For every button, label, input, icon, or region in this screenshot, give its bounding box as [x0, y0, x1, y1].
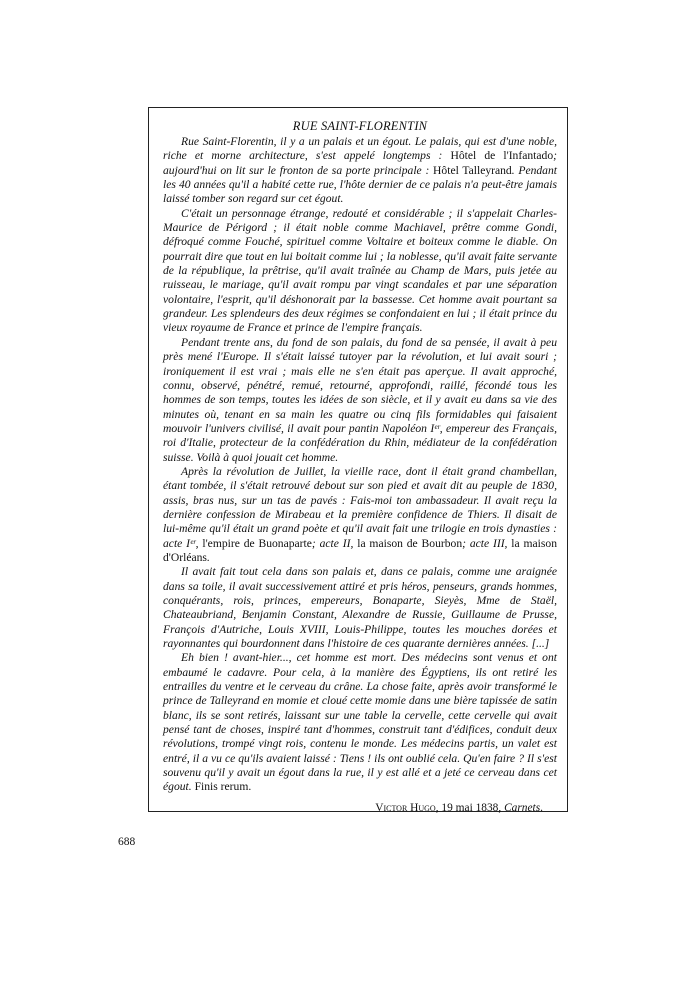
signature: Victor Hugo, 19 mai 1838, Carnets.	[375, 801, 543, 814]
paragraph: Rue Saint-Florentin, il y a un palais et un égout. Le palais, qui est d'une noble, riche et morne architecture, s'est appelé longtemps : Hôtel de l'Infantado; aujourd'hui on lit sur le fronton de sa porte principale : Hôtel Talleyrand. Pendant les 40 années qu'il a habité cette rue, l'hôte dernier de ce palais n'a peut-être jamais laissé tomber son regard sur cet égout.	[163, 135, 558, 206]
paragraph: Pendant trente ans, du fond de son palais, du fond de sa pensée, il avait à peu près mené l'Europe. Il s'était laissé tutoyer par la révolution, et lui avait souri ; ironiquement il est vrai ; mais elle ne s'en était pas aperçue. Il avait approché, connu, observé, pénétré, remué, retourné, approfondi, raillé, fécondé tous les hommes de son temps, toutes les idées de son siècle, et il y avait eu dans sa vie des minutes où, tenant en sa main les quatre ou cinq fils formidables qui faisaient mouvoir l'univers civilisé, il avait pour pantin Napoléon Iᵉʳ, empereur des Français, roi d'Italie, protecteur de la confédération du Rhin, médiateur de la confédération suisse. Voilà à quoi jouait cet homme.	[163, 335, 557, 464]
signature-author: Victor Hugo	[375, 801, 436, 814]
document-title: RUE SAINT-FLORENTIN	[292, 119, 428, 133]
page-number: 688	[118, 836, 136, 848]
paragraph: Eh bien ! avant-hier..., cet homme est mort. Des médecins sont venus et ont embaumé le cadavre. Pour cela, à la manière des Égyptiens, ils ont retiré les entrailles du ventre et le cerveau du crâne. La chose faite, après avoir transformé le prince de Talleyrand en momie et cloué cette momie dans une bière tapissée de satin blanc, ils se sont retirés, laissant sur une table la cervelle, cette cervelle qui avait pensé tant de choses, inspiré tant d'hommes, construit tant d'édifices, conduit deux révolutions, trompé vingt rois, contenu le monde. Les médecins partis, un valet est entré, il a vu ce qu'ils avaient laissé : Tiens ! ils ont oublié cela. Qu'en faire ? Il s'est souvenu qu'il y avait un égout dans la rue, il y est allé et a jeté ce cerveau dans cet égout. Finis rerum.	[163, 651, 557, 794]
paragraph: Après la révolution de Juillet, la vieille race, dont il était grand chambellan, étant tombée, il s'était retrouvé debout sur son pied et avait dit au peuple de 1830, assis, bras nus, sur un tas de pavés : Fais-moi ton ambassadeur. Il avait reçu la dernière confession de Mirabeau et la première confidence de Thiers. Il disait de lui-même qu'il était un grand poète et qu'il avait fait une trilogie en trois dynasties : acte Iᵉʳ, l'empire de Buonaparte; acte II, la maison de Bourbon; acte III, la maison d'Orléans.	[163, 464, 557, 564]
signature-work: Carnets	[504, 801, 541, 814]
text-frame	[148, 107, 568, 812]
paragraph: Il avait fait tout cela dans son palais et, dans ce palais, comme une araignée dans sa toile, il avait successivement attiré et pris héros, penseurs, grands hommes, conquérants, rois, princes, empereurs, Bonaparte, Sieyès, Mme de Staël, Chateaubriand, Benjamin Constant, Alexandre de Russie, Guillaume de Prusse, François d'Autriche, Louis XVIII, Louis-Philippe, toutes les mouches dorées et rayonnantes qui bourdonnent dans l'histoire de ces quarante dernières années. [...]	[163, 565, 557, 651]
paragraph: C'était un personnage étrange, redouté et considérable ; il s'appelait Charles-Maurice de Périgord ; il était noble comme Machiavel, prêtre comme Gondi, défroqué comme Fouché, spirituel comme Voltaire et boiteux comme le diable. On pourrait dire que tout en lui boitait comme lui ; la noblesse, qu'il avait faite servante de la république, la prêtrise, qu'il avait traînée au Champ de Mars, puis jetée au ruisseau, le mariage, qu'il avait rompu par vingt scandales et par une séparation volontaire, l'esprit, qu'il déshonorait par la bassesse. Cet homme avait pourtant sa grandeur. Les splendeurs des deux régimes se confondaient en lui ; il était prince du vieux royaume de France et prince de l'empire français.	[163, 206, 557, 335]
